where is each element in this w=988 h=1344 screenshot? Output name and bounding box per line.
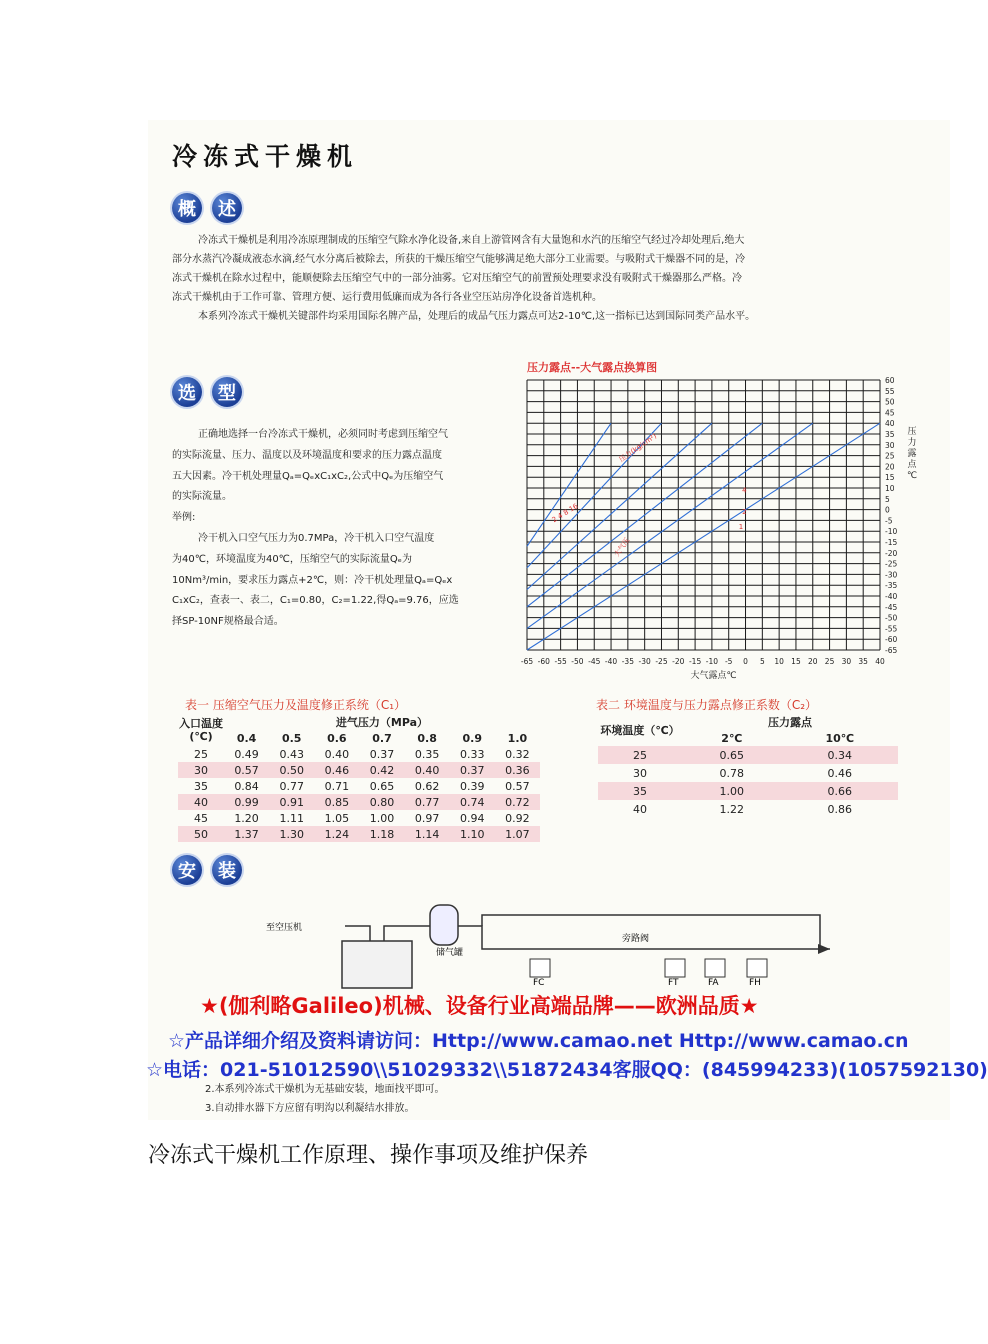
chart-y-tick-label: -40 <box>885 592 898 601</box>
chart-x-tick-label: 10 <box>774 657 784 666</box>
overview-paragraph <box>172 231 917 326</box>
chart-y-tick-label: -55 <box>885 624 898 634</box>
table1-column-header: 0.6 <box>327 731 347 745</box>
table2-row-temp: 25 <box>598 746 682 764</box>
table1-cell: 1.07 <box>495 826 540 842</box>
table2-corner: 环境温度（℃） <box>600 724 680 737</box>
table1-cell: 0.84 <box>234 779 259 793</box>
label-compressor: 至空压机 <box>266 923 303 933</box>
table1-cell: 1.11 <box>279 811 304 825</box>
flow-arrow-icon <box>818 944 830 954</box>
table1-corner-line: (℃) <box>189 730 213 743</box>
chart-x-axis-label: 大气露点℃ <box>690 671 737 681</box>
chart-y-tick-label: 30 <box>885 440 895 450</box>
table1-cell: 0.33 <box>460 747 485 761</box>
table1-title: 表一 压缩空气压力及温度修正系统（C₁） <box>185 698 407 712</box>
install-heading-char-1: 安 <box>172 855 202 885</box>
banner-brand-line: ★(伽利略Galileo)机械、设备行业高端品牌——欧洲品质★ <box>200 994 759 1018</box>
dewpoint-conversion-chart <box>515 372 918 682</box>
chart-y-tick-label: -5 <box>885 516 893 526</box>
table1-cell: 0.97 <box>414 811 440 825</box>
table1-cell: 0.94 <box>460 811 485 825</box>
chart-x-tick-label: -10 <box>705 657 719 666</box>
banner-website-line[interactable]: ☆产品详细介绍及资料请访问：Http://www.camao.net Http://www.camao.cn <box>168 1030 909 1052</box>
section-title: 冷冻式干燥机工作原理、操作事项及维护保养 <box>148 1143 589 1168</box>
selection-line: 10Nm³/min，要求压力露点+2℃，则：冷干机处理量Qₐ=Qₑx <box>172 574 453 586</box>
overview-heading-char-2: 述 <box>212 193 242 223</box>
chart-y-axis-label-char: 点 <box>907 460 917 470</box>
table1-cell: 1.30 <box>269 826 314 842</box>
table1-cell: 0.77 <box>405 794 450 810</box>
table2-column-header: 10℃ <box>825 731 855 745</box>
table1-cell: 0.37 <box>450 762 495 778</box>
selection-line: 五大因素。冷干机处理量Qₐ=QₑxC₁xC₂,公式中Qₑ为压缩空气 <box>172 470 444 482</box>
table1-row-temp: 25 <box>194 747 208 761</box>
table1-cell: 0.37 <box>369 747 395 761</box>
chart-y-tick-label: -50 <box>885 613 898 623</box>
table1-cell: 1.14 <box>405 826 450 842</box>
chart-series-line <box>527 423 611 546</box>
chart-y-tick-label: 5 <box>885 494 890 504</box>
table1-cell: 0.32 <box>505 747 530 761</box>
overview-line: 冷冻式干燥机是利用冷冻原理制成的压缩空气除水净化设备,来自上游管网含有大量饱和水汽的压缩空气经过冷却处理后,绝大 <box>198 235 745 246</box>
selection-line: 为40℃，环境温度为40℃，压缩空气的实际流量Qₑ为 <box>172 553 412 565</box>
selection-heading-char-1: 选 <box>172 377 202 407</box>
table1-column-header: 0.5 <box>281 731 302 745</box>
overview-heading-char-1: 概 <box>172 193 202 223</box>
chart-y-tick-label: 55 <box>885 386 895 396</box>
pipe-from-compressor <box>345 926 370 941</box>
install-heading-char-2: 装 <box>212 855 242 885</box>
table-row <box>178 762 540 778</box>
chart-x-tick-label: 35 <box>858 657 868 666</box>
table1-column-header: 0.9 <box>462 731 483 745</box>
label-fc: FC <box>533 978 545 988</box>
page-title: 冷冻式干燥机 <box>172 142 359 171</box>
chart-y-tick-label: -45 <box>885 602 898 612</box>
table1-cell: 0.72 <box>495 794 540 810</box>
selection-heading-char-2: 型 <box>212 377 242 407</box>
table1-cell: 1.00 <box>369 811 395 825</box>
table1-row-temp: 50 <box>178 826 224 842</box>
chart-x-tick-label: 20 <box>807 657 818 666</box>
install-note-3: 3.自动排水器下方应留有明沟以利凝结水排放。 <box>205 1103 415 1114</box>
chart-x-tick-label: -15 <box>688 657 702 666</box>
table1-column-header: 0.7 <box>372 731 392 745</box>
table2-row-temp: 30 <box>633 766 647 780</box>
table1-cell: 0.36 <box>495 762 540 778</box>
table1-cell: 1.24 <box>314 826 359 842</box>
chart-y-tick-label: -60 <box>885 635 898 645</box>
table2-cell: 0.46 <box>827 766 853 780</box>
label-bypass: 旁路阀 <box>622 934 650 944</box>
table1-column-header: 1.0 <box>507 731 528 745</box>
overview-line: 冻式干燥机在除水过程中，能顺便除去压缩空气中的一部分油雾。它对压缩空气的前置预处理要求没有吸附式干燥器那么严格。冷 <box>172 273 742 284</box>
chart-y-tick-label: -25 <box>885 559 898 569</box>
table1-cell: 0.57 <box>224 762 269 778</box>
table2-cell: 1.00 <box>682 782 782 800</box>
table1-cell: 0.77 <box>279 779 304 793</box>
table1-cell: 0.35 <box>414 747 440 761</box>
table2-title: 表二 环境温度与压力露点修正系数（C₂） <box>596 698 818 712</box>
overview-line: 部分水蒸汽冷凝成液态水滴,经气水分离后被除去，所获的干燥压缩空气能够满足绝大部分工业需要。与吸附式干燥器不同的是，冷 <box>172 254 746 265</box>
chart-annotation: 大气压 <box>612 536 632 559</box>
selection-line: 择SP-10NF规格最合适。 <box>172 616 284 628</box>
chart-x-tick-label: 5 <box>759 657 765 666</box>
table1-cell: 0.80 <box>359 794 404 810</box>
overview-heading <box>172 193 242 223</box>
table1-row-temp: 40 <box>178 794 224 810</box>
chart-y-axis-label-char: ℃ <box>906 471 918 481</box>
chart-y-tick-label: -20 <box>885 548 898 558</box>
table1-cell: 0.40 <box>405 762 450 778</box>
chart-y-tick-label: -35 <box>885 581 898 591</box>
selection-paragraph <box>172 425 502 633</box>
banner-phone-line: ☆电话：021-51012590\\51029332\\51872434客服QQ：(845994233)(1057592130) <box>146 1059 988 1081</box>
chart-y-axis-label-char: 力 <box>907 438 917 448</box>
selection-line: C₁xC₂，查表一、表二，C₁=0.80，C₂=1.22,得Qₐ=9.76，应选 <box>172 595 459 607</box>
table1-cell: 0.91 <box>269 794 314 810</box>
table-row <box>178 746 540 762</box>
chart-annotation: 2 <box>742 507 747 516</box>
table1-cell: 0.49 <box>234 747 259 761</box>
table1-cell: 0.85 <box>314 794 359 810</box>
label-fa: FA <box>708 978 719 988</box>
chart-y-tick-label: 15 <box>885 473 895 483</box>
table-row <box>598 782 898 800</box>
selection-line: 的实际流量。 <box>172 491 232 503</box>
table1-cell: 0.43 <box>279 747 304 761</box>
table1-row-temp: 35 <box>194 779 208 793</box>
table1-cell: 0.42 <box>359 762 404 778</box>
table1-cell: 0.74 <box>450 794 495 810</box>
table1-cell: 0.46 <box>314 762 359 778</box>
table-row <box>178 794 540 810</box>
install-heading <box>172 855 242 885</box>
table1-cell: 1.05 <box>324 811 350 825</box>
chart-y-tick-label: 60 <box>885 376 895 385</box>
table1-cell: 0.57 <box>505 779 530 793</box>
chart-x-tick-label: 0 <box>743 657 748 666</box>
installation-diagram <box>260 893 840 988</box>
dryer-unit <box>342 941 412 988</box>
table-row <box>178 826 540 842</box>
table2-cell: 0.66 <box>782 782 898 800</box>
filter-fa <box>705 959 725 977</box>
table1-cell: 0.50 <box>269 762 314 778</box>
chart-x-tick-label: -40 <box>604 657 618 666</box>
label-ft: FT <box>668 978 679 988</box>
table1-cell: 1.18 <box>359 826 404 842</box>
table1-cell: 0.40 <box>324 747 350 761</box>
chart-y-tick-label: -10 <box>885 527 898 537</box>
air-tank <box>430 905 458 945</box>
table-row <box>178 778 540 794</box>
table2-cell: 0.34 <box>782 746 898 764</box>
table2-cell: 1.22 <box>719 802 745 816</box>
table2-cell: 0.65 <box>682 746 782 764</box>
correction-table-c2 <box>598 714 898 818</box>
chart-x-tick-label: 40 <box>875 657 885 666</box>
chart-y-tick-label: 20 <box>885 462 895 472</box>
table1-corner-line: 入口温度 <box>179 717 223 730</box>
table1-cell: 0.62 <box>414 779 440 793</box>
label-tank: 储气罐 <box>436 948 464 958</box>
bypass-pipe <box>482 915 820 949</box>
table-row <box>178 810 540 826</box>
table1-row-temp: 30 <box>178 762 224 778</box>
chart-x-tick-label: -50 <box>571 657 584 666</box>
table2-group-header: 压力露点 <box>768 716 812 729</box>
table1-cell: 1.10 <box>450 826 495 842</box>
chart-x-tick-label: -20 <box>672 657 685 666</box>
chart-x-tick-label: 25 <box>824 657 835 666</box>
chart-x-tick-label: -30 <box>638 657 651 666</box>
filter-ft <box>665 959 685 977</box>
table-row <box>598 800 898 818</box>
table2-column-header: 2℃ <box>721 731 743 745</box>
label-fh: FH <box>749 978 761 988</box>
chart-x-tick-label: -65 <box>520 657 534 666</box>
table-row <box>598 764 898 782</box>
table1-cell: 1.37 <box>224 826 269 842</box>
table1-cell: 0.65 <box>369 779 395 793</box>
table1-cell: 0.71 <box>324 779 350 793</box>
table2-row-temp: 35 <box>598 782 682 800</box>
table1-cell: 1.20 <box>234 811 259 825</box>
pipe-to-tank <box>384 926 430 941</box>
table1-cell: 0.92 <box>505 811 530 825</box>
chart-y-tick-label: 40 <box>885 419 895 429</box>
table1-corner <box>178 714 224 746</box>
chart-x-tick-label: -55 <box>554 657 567 666</box>
chart-annotation: 压力(kg/cm²) <box>617 432 659 464</box>
table2-cell: 0.78 <box>719 766 745 780</box>
overview-line: 冻式干燥机由于工作可靠、管理方便、运行费用低廉而成为各行各业空压站房净化设备首选机种。 <box>172 292 602 303</box>
selection-line: 冷干机入口空气压力为0.7MPa，冷干机入口空气温度 <box>198 532 435 544</box>
chart-y-tick-label: 45 <box>885 408 895 418</box>
chart-series-line <box>527 423 880 650</box>
chart-x-tick-label: -25 <box>655 657 668 666</box>
table2-cell: 0.86 <box>827 802 853 816</box>
selection-heading <box>172 377 242 407</box>
chart-y-tick-label: 50 <box>885 397 895 407</box>
chart-x-tick-label: -45 <box>588 657 601 666</box>
table1-group-header: 进气压力（MPa） <box>335 716 429 729</box>
chart-series-line <box>527 423 813 628</box>
chart-y-axis-label-char: 露 <box>907 449 917 459</box>
chart-y-tick-label: 25 <box>885 451 895 461</box>
table1-cell: 0.99 <box>224 794 269 810</box>
chart-annotation: 2 4 8 16 <box>550 502 580 525</box>
overview-line: 本系列冷冻式干燥机关键部件均采用国际名牌产品，处理后的成品气压力露点可达2-10℃,这一指标已达到国际同类产品水平。 <box>198 311 756 322</box>
chart-x-tick-label: -5 <box>724 657 733 666</box>
table-row <box>598 746 898 764</box>
chart-annotation: 4 <box>742 486 747 495</box>
selection-line: 正确地选择一台冷冻式干燥机，必须同时考虑到压缩空气 <box>198 429 448 440</box>
chart-y-tick-label: 35 <box>885 430 895 439</box>
chart-x-tick-label: 30 <box>841 657 852 666</box>
install-note-2: 2.本系列冷冻式干燥机为无基础安装，地面找平即可。 <box>205 1084 445 1095</box>
chart-annotation: 1 <box>738 523 744 532</box>
chart-x-tick-label: 15 <box>791 657 801 666</box>
chart-y-tick-label: -15 <box>885 538 898 547</box>
filter-fc <box>530 959 550 977</box>
filter-fh <box>747 959 767 977</box>
table1-row-temp: 45 <box>194 811 208 825</box>
chart-y-tick-label: 0 <box>885 505 890 515</box>
table1-column-header: 0.4 <box>236 731 257 745</box>
selection-line: 的实际流量、压力、温度以及环境温度和要求的压力露点温度 <box>172 449 442 461</box>
table2-row-temp: 40 <box>633 802 647 816</box>
chart-x-tick-label: -35 <box>621 657 634 666</box>
chart-x-tick-label: -60 <box>537 657 550 666</box>
table1-column-header: 0.8 <box>417 731 437 745</box>
correction-table-c1 <box>178 714 540 842</box>
chart-title: 压力露点--大气露点换算图 <box>527 361 658 374</box>
chart-y-tick-label: -65 <box>885 646 898 655</box>
selection-line: 举例: <box>172 512 196 524</box>
chart-y-tick-label: -30 <box>885 570 898 580</box>
table1-cell: 0.39 <box>460 779 485 793</box>
chart-y-tick-label: 10 <box>885 484 895 493</box>
chart-y-axis-label-char: 压 <box>907 427 917 437</box>
